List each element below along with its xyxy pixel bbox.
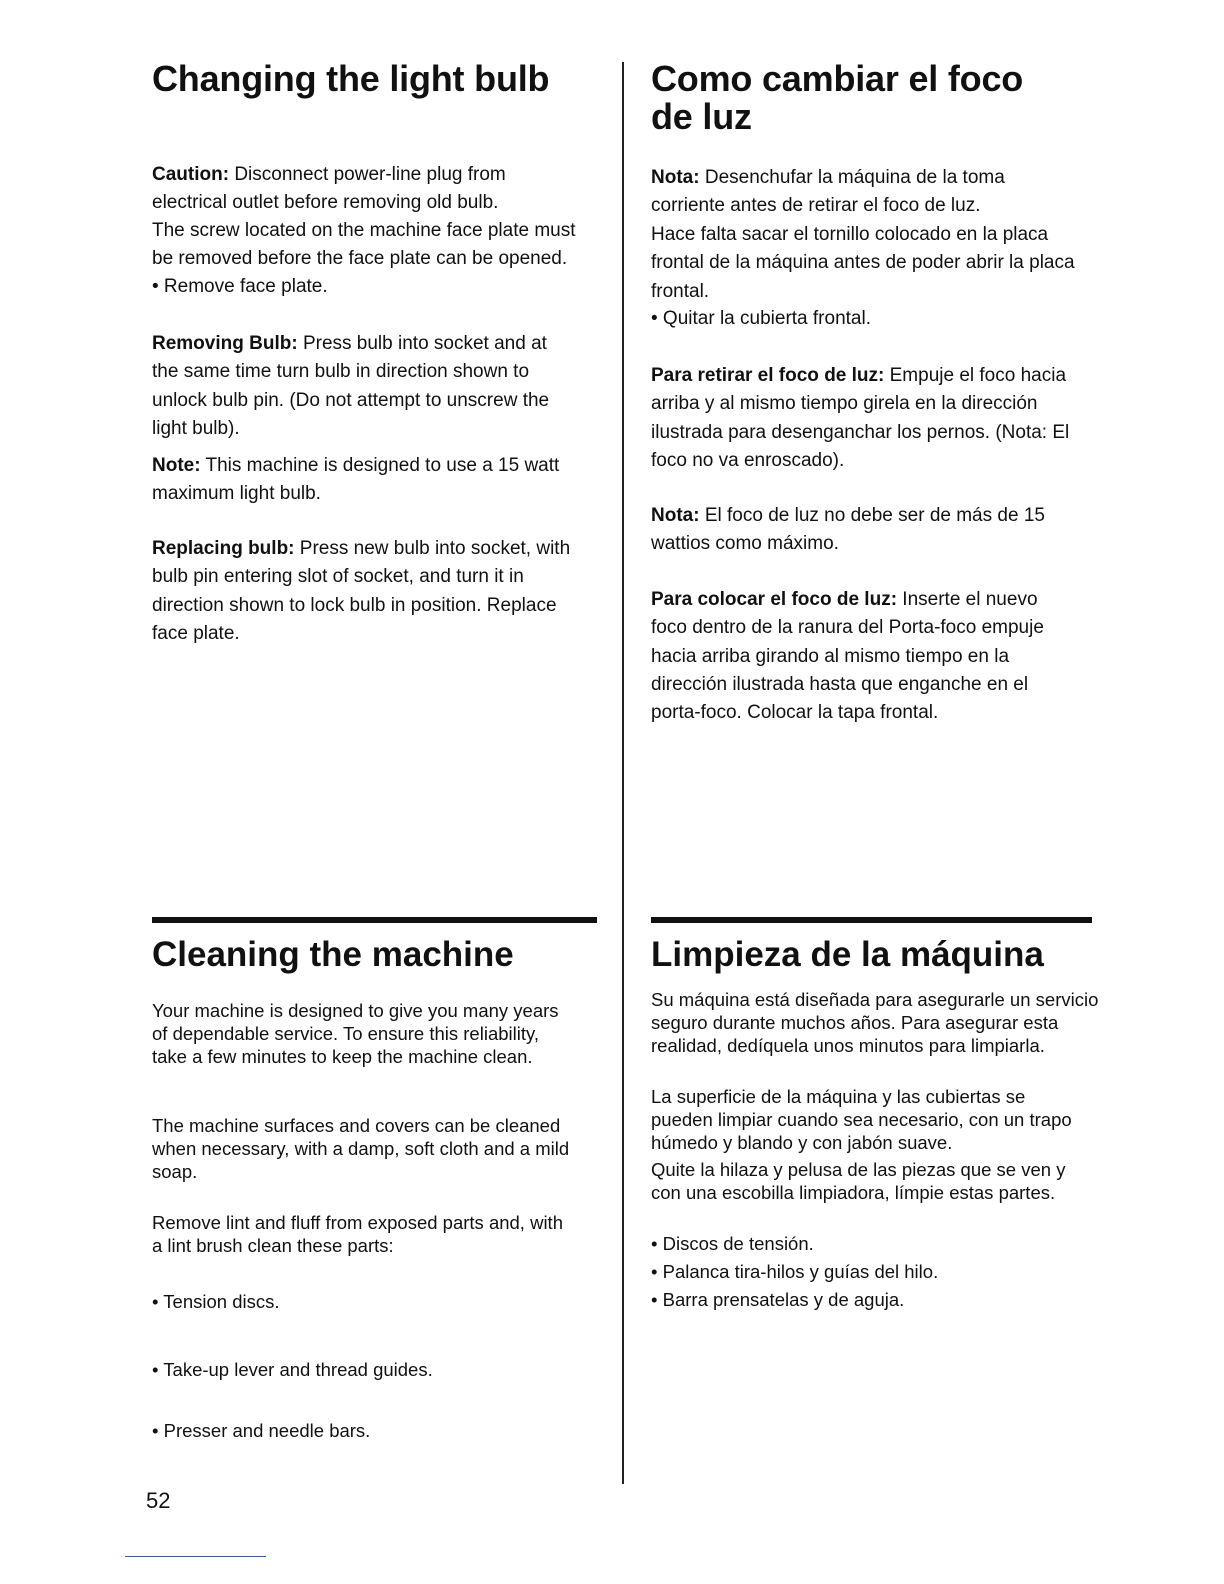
removing-bulb-paragraph (152, 330, 577, 443)
nota1-text: Desenchufar la máquina de la toma corriente antes de retirar el foco de luz. (651, 167, 1005, 217)
cleaning-title-es: Limpieza de la máquina (651, 935, 1044, 974)
nota2-paragraph (651, 502, 1076, 559)
replacing-bulb-label: Replacing bulb: (152, 538, 295, 559)
cleaning-surfaces-es: La superficie de la máquina y las cubiertas se pueden limpiar cuando sea necesario, con un trapo húmedo y blando y con jabón suave. (651, 1086, 1072, 1153)
quitar-cubierta-bullet: • Quitar la cubierta frontal. (651, 308, 871, 329)
colocar-foco-paragraph (651, 586, 1076, 727)
footer-line (125, 1556, 266, 1557)
colocar-foco-label: Para colocar el foco de luz: (651, 589, 898, 610)
nota1-label: Nota: (651, 167, 700, 188)
cleaning-lint-es: Quite la hilaza y pelusa de las piezas que se ven y con una escobilla limpiadora, límpie estas partes. (651, 1159, 1066, 1203)
nota1-paragraph (651, 164, 1076, 221)
column-divider (622, 62, 624, 1484)
bulb-title-en: Changing the light bulb (152, 58, 550, 99)
list-item: • Presser and needle bars. (152, 1420, 371, 1441)
screw-paragraph-es: Hace falta sacar el tornillo colocado en la placa frontal de la máquina antes de poder abrir la placa frontal. (651, 224, 1075, 302)
cleaning-intro-en: Your machine is designed to give you many years of dependable service. To ensure this reliability, take a few minutes to keep the machine clean. (152, 1000, 559, 1067)
cleaning-intro-es: Su máquina está diseñada para asegurarle un servicio seguro durante muchos años. Para asegurar esta realidad, dedíquela unos minutos para limpiarla. (651, 989, 1099, 1056)
remove-plate-bullet: • Remove face plate. (152, 276, 328, 297)
nota2-label: Nota: (651, 505, 700, 526)
cleaning-surfaces-en: The machine surfaces and covers can be cleaned when necessary, with a damp, soft cloth and a mild soap. (152, 1115, 570, 1182)
cleaning-lint-en: Remove lint and fluff from exposed parts and, with a lint brush clean these parts: (152, 1212, 563, 1256)
list-item: • Barra prensatelas y de aguja. (651, 1289, 905, 1310)
retirar-foco-paragraph (651, 362, 1076, 475)
note-paragraph-en (152, 452, 577, 509)
replacing-bulb-paragraph (152, 535, 577, 648)
list-item: • Palanca tira-hilos y guías del hilo. (651, 1261, 939, 1282)
bulb-title-es: Como cambiar el foco de luz (651, 58, 1024, 137)
removing-bulb-label: Removing Bulb: (152, 333, 298, 354)
removing-bulb-text: Press bulb into socket and at the same time turn bulb in direction shown to unlock bulb pin. (Do not attempt to unscrew the light bulb). (152, 333, 550, 439)
page-number: 52 (146, 1488, 171, 1513)
retirar-foco-label: Para retirar el foco de luz: (651, 365, 885, 386)
caution-paragraph (152, 161, 564, 218)
note-text-en: This machine is designed to use a 15 watt maximum light bulb. (152, 455, 560, 505)
retirar-foco-text: Empuje el foco hacia arriba y al mismo tiempo girela en la dirección ilustrada para desenganchar los pernos. (Nota: El foco no va enroscado). (651, 365, 1070, 471)
section-rule-left (152, 917, 597, 923)
list-item: • Discos de tensión. (651, 1233, 814, 1254)
cleaning-title-en: Cleaning the machine (152, 935, 514, 974)
note-label-en: Note: (152, 455, 201, 476)
caution-label: Caution: (152, 164, 230, 185)
caution-text: Disconnect power-line plug from electrical outlet before removing old bulb. (152, 164, 506, 214)
nota2-text: El foco de luz no debe ser de más de 15 wattios como máximo. (651, 505, 1045, 555)
list-item: • Tension discs. (152, 1291, 280, 1312)
colocar-foco-text: Inserte el nuevo foco dentro de la ranura del Porta-foco empuje hacia arriba girando al mismo tiempo en la dirección ilustrada hasta que enganche en el porta-foco. Colocar la tapa frontal. (651, 589, 1044, 724)
screw-paragraph-en: The screw located on the machine face plate must be removed before the face plate can be opened. (152, 220, 576, 270)
replacing-bulb-text: Press new bulb into socket, with bulb pin entering slot of socket, and turn it in direction shown to lock bulb in position. Replace face plate. (152, 538, 571, 644)
section-rule-right (651, 917, 1092, 923)
list-item: • Take-up lever and thread guides. (152, 1359, 433, 1380)
